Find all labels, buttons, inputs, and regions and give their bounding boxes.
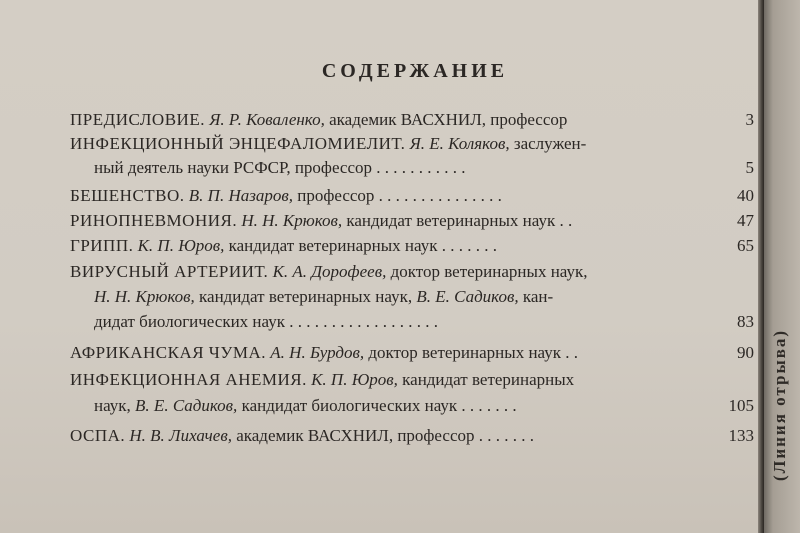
toc-entry-viral-arteritis[interactable] <box>70 262 754 284</box>
entry-page-number: 5 <box>745 158 754 177</box>
entry-page-number: 65 <box>737 236 754 255</box>
entry-author: В. Е. Садиков, <box>416 287 519 306</box>
toc-entry-preface[interactable] <box>70 110 754 132</box>
entry-page-number: 83 <box>737 312 754 331</box>
toc-entry-african-plague[interactable] <box>70 343 754 365</box>
entry-title: БЕШЕНСТВО. <box>70 186 185 205</box>
entry-page-number: 47 <box>737 211 754 230</box>
entry-title: ИНФЕКЦИОННАЯ АНЕМИЯ. <box>70 370 307 389</box>
entry-author: В. Е. Садиков, <box>135 396 238 415</box>
entry-details: кандидат ветеринарных наук . . . . . . . <box>228 236 497 255</box>
entry-title: ОСПА. <box>70 426 126 445</box>
toc-entry-infectious-anemia-cont[interactable] <box>94 396 754 418</box>
entry-details-cont: кандидат ветеринарных наук, <box>199 287 413 306</box>
entry-title: ВИРУСНЫЙ АРТЕРИИТ. <box>70 262 269 281</box>
entry-page-number: 40 <box>737 186 754 205</box>
entry-details: доктор ветеринарных наук, <box>390 262 588 281</box>
entry-author: К. П. Юров, <box>311 370 398 389</box>
entry-details: академик ВАСХНИЛ, профессор <box>329 110 568 129</box>
entry-author: К. П. Юров, <box>137 236 225 255</box>
entry-details: доктор ветеринарных наук . . <box>368 343 578 362</box>
entry-title: ГРИПП. <box>70 236 134 255</box>
entry-page-number: 90 <box>737 343 754 362</box>
entry-title: РИНОПНЕВМОНИЯ. <box>70 211 238 230</box>
entry-author: Н. Н. Крюков, <box>241 211 343 230</box>
toc-entry-rhinopneumonia[interactable] <box>70 211 754 233</box>
entry-page-number: 105 <box>728 396 754 415</box>
entry-details: кандидат ветеринарных <box>402 370 575 389</box>
entry-title: АФРИКАНСКАЯ ЧУМА. <box>70 343 267 362</box>
toc-entry-encephalomyelitis[interactable] <box>70 134 754 156</box>
toc-entry-influenza[interactable] <box>70 236 754 258</box>
entry-title: ПРЕДИСЛОВИЕ. <box>70 110 205 129</box>
entry-details-cont: дидат биологических наук . . . . . . . . . . . . . . . . . . <box>94 312 438 331</box>
entry-title: ИНФЕКЦИОННЫЙ ЭНЦЕФАЛОМИЕЛИТ. <box>70 134 406 153</box>
entry-details: профессор . . . . . . . . . . . . . . . <box>297 186 502 205</box>
entry-author: К. А. Дорофеев, <box>272 262 387 281</box>
toc-entry-rabies[interactable] <box>70 186 754 208</box>
entry-details-cont: наук, <box>94 396 131 415</box>
toc-entry-smallpox[interactable] <box>70 426 754 448</box>
entry-author: Н. В. Лихачев, <box>129 426 232 445</box>
entry-details: академик ВАСХНИЛ, профессор . . . . . . . <box>236 426 534 445</box>
entry-author: Н. Н. Крюков, <box>94 287 195 306</box>
contents-heading: СОДЕРЖАНИЕ <box>321 60 509 82</box>
toc-entry-viral-arteritis-cont[interactable] <box>94 287 754 309</box>
entry-details: заслужен- <box>513 134 587 153</box>
toc-entry-viral-arteritis-cont2[interactable] <box>94 312 754 334</box>
entry-details: кандидат ветеринарных наук . . <box>346 211 573 230</box>
entry-author: А. Н. Бурдов, <box>270 343 365 362</box>
entry-details-cont: кандидат биологических наук . . . . . . . <box>241 396 517 415</box>
entry-page-number: 3 <box>745 110 754 129</box>
entry-page-number: 133 <box>728 426 754 445</box>
toc-entry-infectious-anemia[interactable] <box>70 370 754 392</box>
toc-entry-encephalomyelitis-cont[interactable] <box>94 158 754 180</box>
entry-author: Я. Р. Коваленко, <box>209 110 325 129</box>
entry-author: В. П. Назаров, <box>188 186 293 205</box>
entry-details-cont: кан- <box>522 287 554 306</box>
entry-details-cont: ный деятель науки РСФСР, профессор . . . . . . . . . . . <box>94 158 466 177</box>
entry-author: Я. Е. Коляков, <box>409 134 510 153</box>
tear-line-label: (Линия отрыва) <box>770 328 789 482</box>
